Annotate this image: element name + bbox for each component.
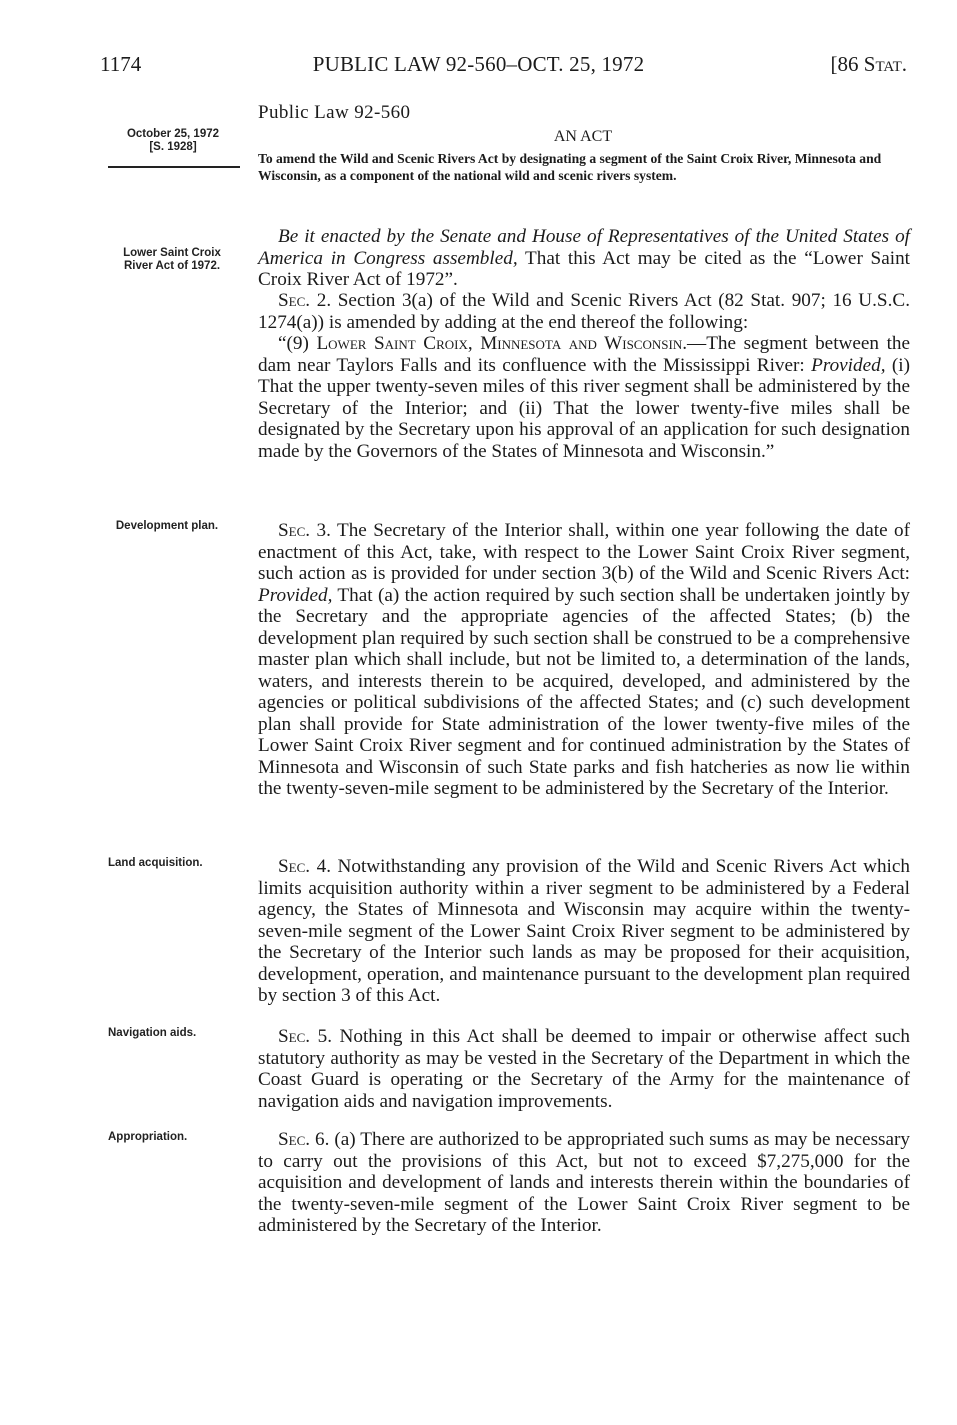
margin-note-land-acquisition: Land acquisition. [108, 857, 203, 869]
page-number: 1174 [100, 52, 142, 76]
section-3 [258, 520, 910, 800]
quoted-paragraph-text-b: (i) That the upper twenty-seven miles of this river segment shall be administered by the Secretary of the Interior; and (ii) That the lower twenty-five miles shall be designated by the Secretary upon his approval of an application for such designation made by the Governors of the States of Minnesota and Wisconsin.” [258, 354, 910, 462]
section-2-label: Sec. [278, 290, 311, 311]
section-6-text: 6. (a) There are authorized to be appropriated such sums as may be necessary to carry out the provisions of this Act, but not to exceed $7,275,000 for the acquisition and development of lands and interests therein within the boundaries of the twenty-seven-mile segment of the Lower Saint Croix River segment to be administered by the Secretary of the Interior. [258, 1129, 910, 1236]
act-purpose: To amend the Wild and Scenic Rivers Act by designating a segment of the Saint Croix River, Minnesota and Wisconsin, as a component of the national wild and scenic rivers system. [258, 151, 882, 183]
short-title-text: That this Act may be cited as the “Lower Saint Croix River Act of 1972”. [258, 247, 910, 290]
page-header [0, 52, 957, 86]
section-3-label: Sec. [278, 520, 311, 541]
public-law-title: Public Law 92-560 [258, 102, 411, 123]
section-4 [258, 856, 910, 1007]
sidebar-date-block [108, 128, 238, 154]
sidebar-date: October 25, 1972 [126, 128, 220, 140]
section-5 [258, 1026, 910, 1112]
section-3-text-b: That (a) the action required by such section shall be undertaken jointly by the Secretary and the appropriate agencies of the affected States; (b) the development plan required by such section shall be construed to be a comprehensive master plan which shall include, but not be limited to, a determination of the lands, waters, and interests therein to be acquired, developed, and administered by the agencies or political subdivisions of the affected States; and (c) such development plan shall provide for State administration of the lower twenty-five miles of the Lower Saint Croix River segment and for continued administration by the States of Minnesota and Wisconsin of such State parks and fish hatcheries as now lie within the twenty-seven-mile segment to be administered by the Secretary of the Interior. [258, 584, 910, 799]
margin-note-short-title: Lower Saint Croix River Act of 1972. [123, 247, 221, 272]
proviso-word: Provided, [811, 354, 886, 376]
section-2 [258, 290, 910, 462]
section-4-label: Sec. [278, 856, 311, 877]
quoted-paragraph-heading: Lower Saint Croix, Minnesota and Wisconsin. [316, 333, 688, 354]
quoted-paragraph-number: “(9) [278, 333, 317, 354]
running-title: PUBLIC LAW 92-560–OCT. 25, 1972 [312, 52, 645, 76]
margin-note-appropriation: Appropriation. [108, 1131, 188, 1143]
section-5-label: Sec. [278, 1026, 311, 1047]
statute-prefix: [86 [830, 52, 864, 76]
sidebar-bill-number: [S. 1928] [149, 141, 197, 153]
section-6-label: Sec. [278, 1129, 311, 1150]
margin-note-development-plan: Development plan. [115, 520, 219, 532]
sidebar-divider [108, 166, 240, 168]
section-5-text: 5. Nothing in this Act shall be deemed to impair or otherwise affect such statutory authority as may be vested in the Secretary of the Department in which the Coast Guard is operating or the Secretary of the Army for the maintenance of navigation aids and navigation improvements. [258, 1026, 910, 1112]
section-4-text: 4. Notwithstanding any provision of the Wild and Scenic Rivers Act which limits acquisition authority within a river segment to be administered by a Federal agency, the States of Minnesota and Wisconsin may acquire within the twenty-seven-mile segment of the Lower Saint Croix River segment to be administered by the Secretary of the Interior such lands as may be proposed for their acquisition, development, operation, and maintenance pursuant to the development plan required by section 3 of this Act. [258, 856, 910, 1006]
enacting-formula: Be it enacted by the Senate and House of Representatives of the United States of America in Congress assembled, [258, 226, 910, 269]
statute-reference [831, 52, 907, 77]
margin-note-navigation-aids: Navigation aids. [108, 1027, 197, 1039]
an-act-heading: AN ACT [553, 128, 613, 145]
section-6 [258, 1129, 910, 1237]
enacting-clause [258, 226, 910, 291]
section-2-text: 2. Section 3(a) of the Wild and Scenic Rivers Act (82 Stat. 907; 16 U.S.C. 1274(a)) is amended by adding at the end thereof the following: [258, 290, 910, 333]
section-3-text-a: 3. The Secretary of the Interior shall, within one year following the date of enactment of this Act, take, with respect to the Lower Saint Croix River segment, such action as is provided for under section 3(b) of the Wild and Scenic Rivers Act: [258, 520, 910, 584]
quoted-paragraph-text-a: —The segment between the dam near Taylors Falls and its confluence with the Mississippi River: [258, 333, 911, 376]
proviso-word: Provided, [258, 584, 333, 606]
statute-word: Stat. [863, 52, 907, 76]
